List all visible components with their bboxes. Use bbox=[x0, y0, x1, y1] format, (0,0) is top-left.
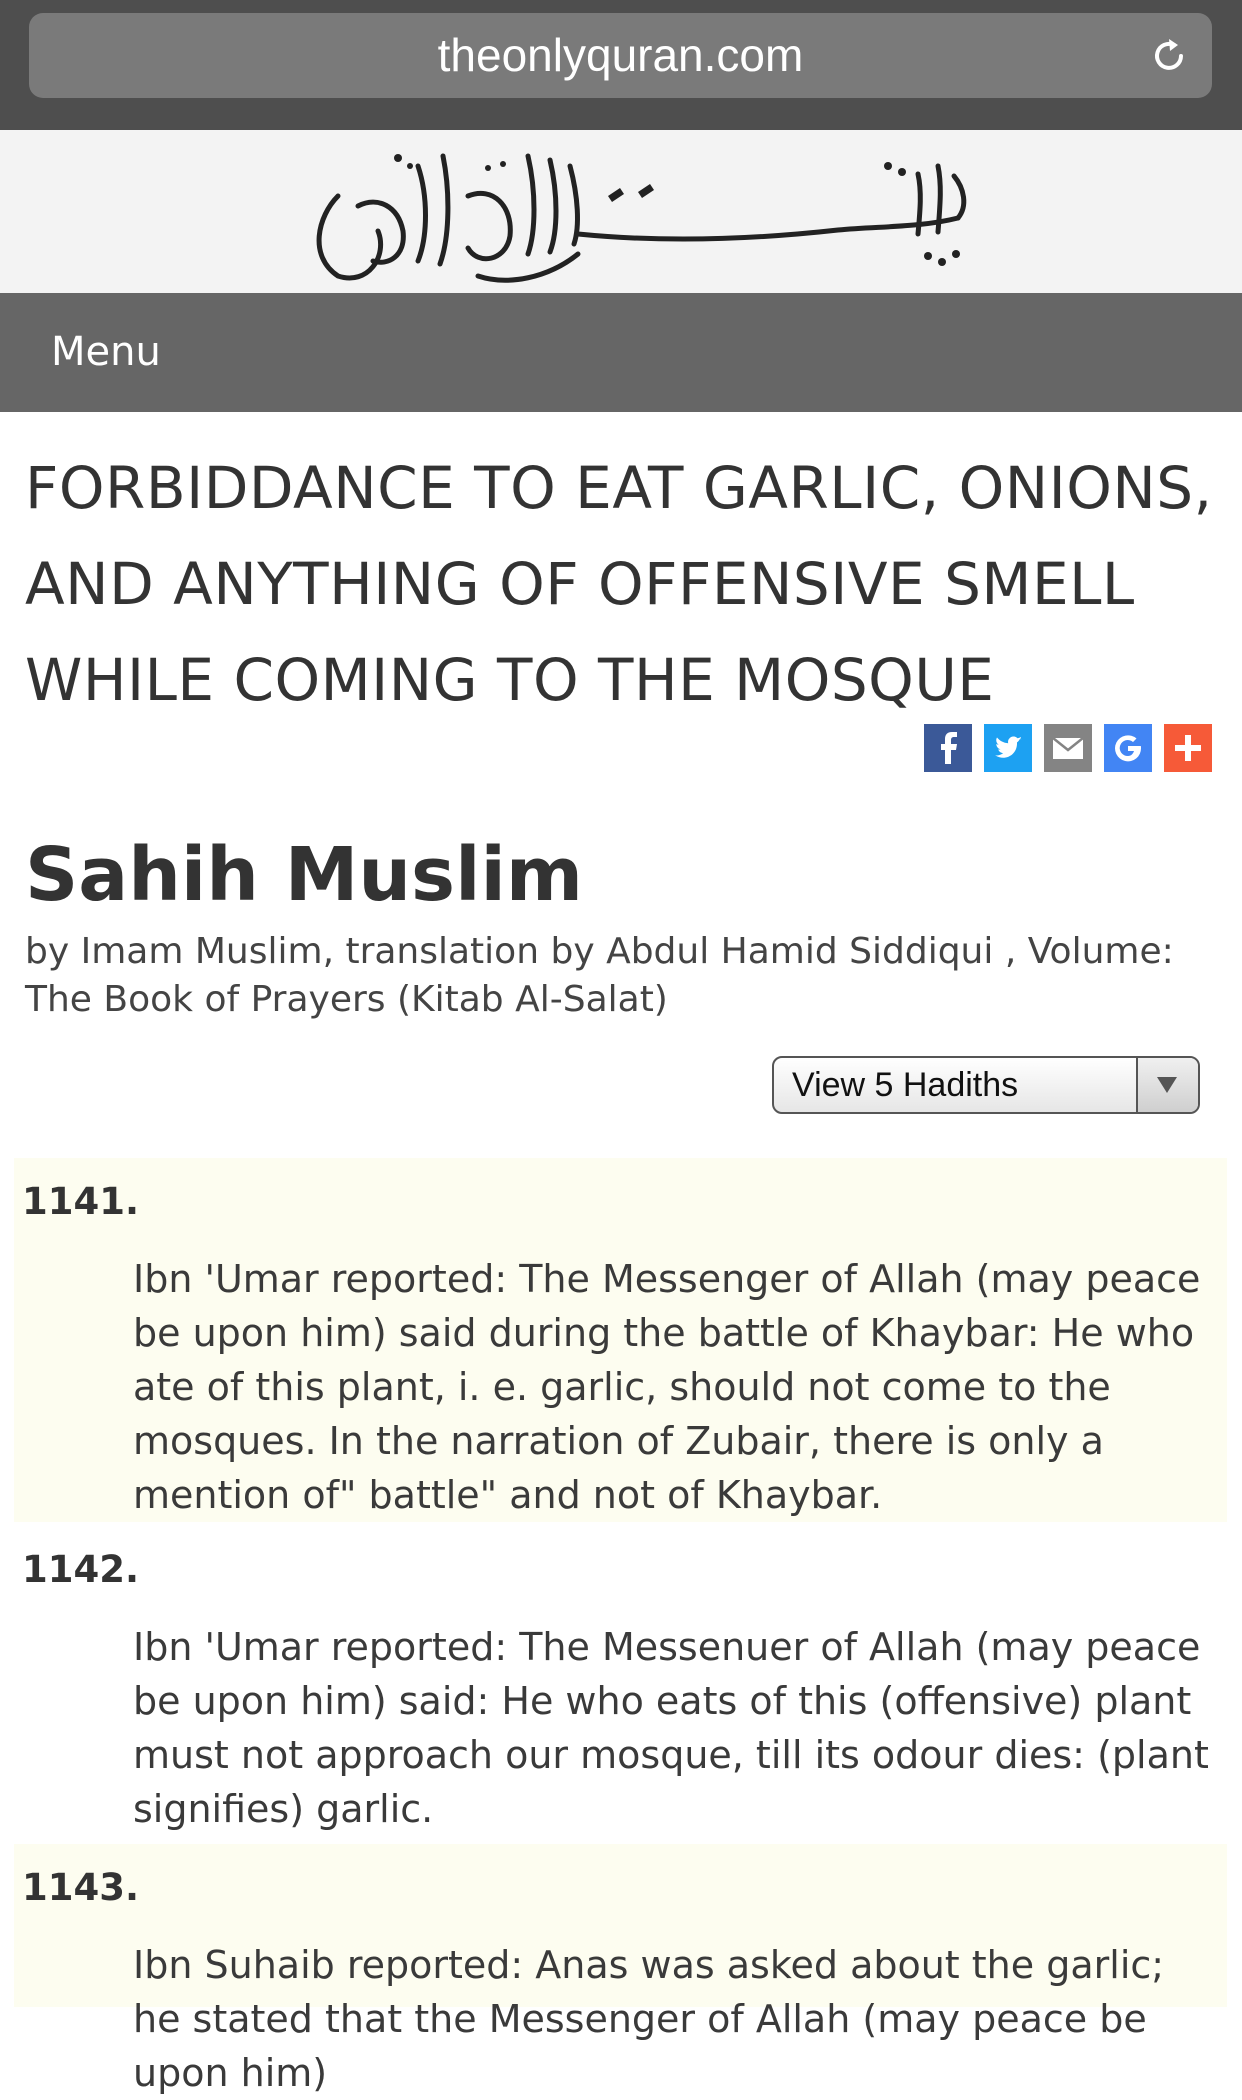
page-title: FORBIDDANCE TO EAT GARLIC, ONIONS, AND ANYTHING OF OFFENSIVE SMELL WHILE COMING TO THE MOSQUE bbox=[25, 454, 1213, 714]
bismillah-calligraphy bbox=[278, 136, 978, 288]
hadith-text: Ibn Suhaib reported: Anas was asked about the garlic; he stated that the Messenger of Allah (may peace be upon him) bbox=[133, 1943, 1165, 2095]
email-icon[interactable] bbox=[1044, 724, 1092, 772]
dropdown-arrow-icon[interactable] bbox=[1136, 1058, 1198, 1112]
twitter-icon[interactable] bbox=[984, 724, 1032, 772]
hadith-number: 1143. bbox=[22, 1866, 140, 1909]
book-meta: by Imam Muslim, translation by Abdul Hamid Siddiqui , Volume: The Book of Prayers (Kitab Al-Salat) bbox=[25, 931, 1174, 1020]
select-value: View 5 Hadiths bbox=[792, 1066, 1019, 1104]
browser-toolbar bbox=[0, 0, 1242, 130]
more-share-icon[interactable] bbox=[1164, 724, 1212, 772]
hadith-number: 1142. bbox=[22, 1548, 140, 1591]
url-text[interactable]: theonlyquran.com bbox=[437, 29, 804, 81]
reload-icon[interactable] bbox=[1148, 35, 1190, 77]
hadith-text: Ibn 'Umar reported: The Messenuer of Allah (may peace be upon him) said: He who eats of this (offensive) plant must not approach our mosque, till its odour dies: (plant signifies) garlic. bbox=[133, 1625, 1209, 1831]
hadith-entry bbox=[14, 1844, 1227, 2095]
book-title: Sahih Muslim bbox=[25, 832, 583, 918]
hadith-number: 1141. bbox=[22, 1180, 140, 1223]
facebook-icon[interactable] bbox=[924, 724, 972, 772]
nav-menu-bar bbox=[0, 293, 1242, 412]
hadith-entry bbox=[14, 1522, 1227, 1844]
address-bar[interactable] bbox=[29, 13, 1212, 98]
header-banner bbox=[0, 130, 1242, 293]
menu-button[interactable]: Menu bbox=[51, 329, 161, 375]
hadith-count-select[interactable] bbox=[772, 1056, 1200, 1114]
hadith-entry bbox=[14, 1158, 1227, 1522]
hadith-text: Ibn 'Umar reported: The Messenger of Allah (may peace be upon him) said during the battle of Khaybar: He who ate of this plant, i. e. garlic, should not come to the mosques. In the narration of Zubair, there is only a mention of" battle" and not of Khaybar. bbox=[133, 1257, 1201, 1517]
google-icon[interactable] bbox=[1104, 724, 1152, 772]
